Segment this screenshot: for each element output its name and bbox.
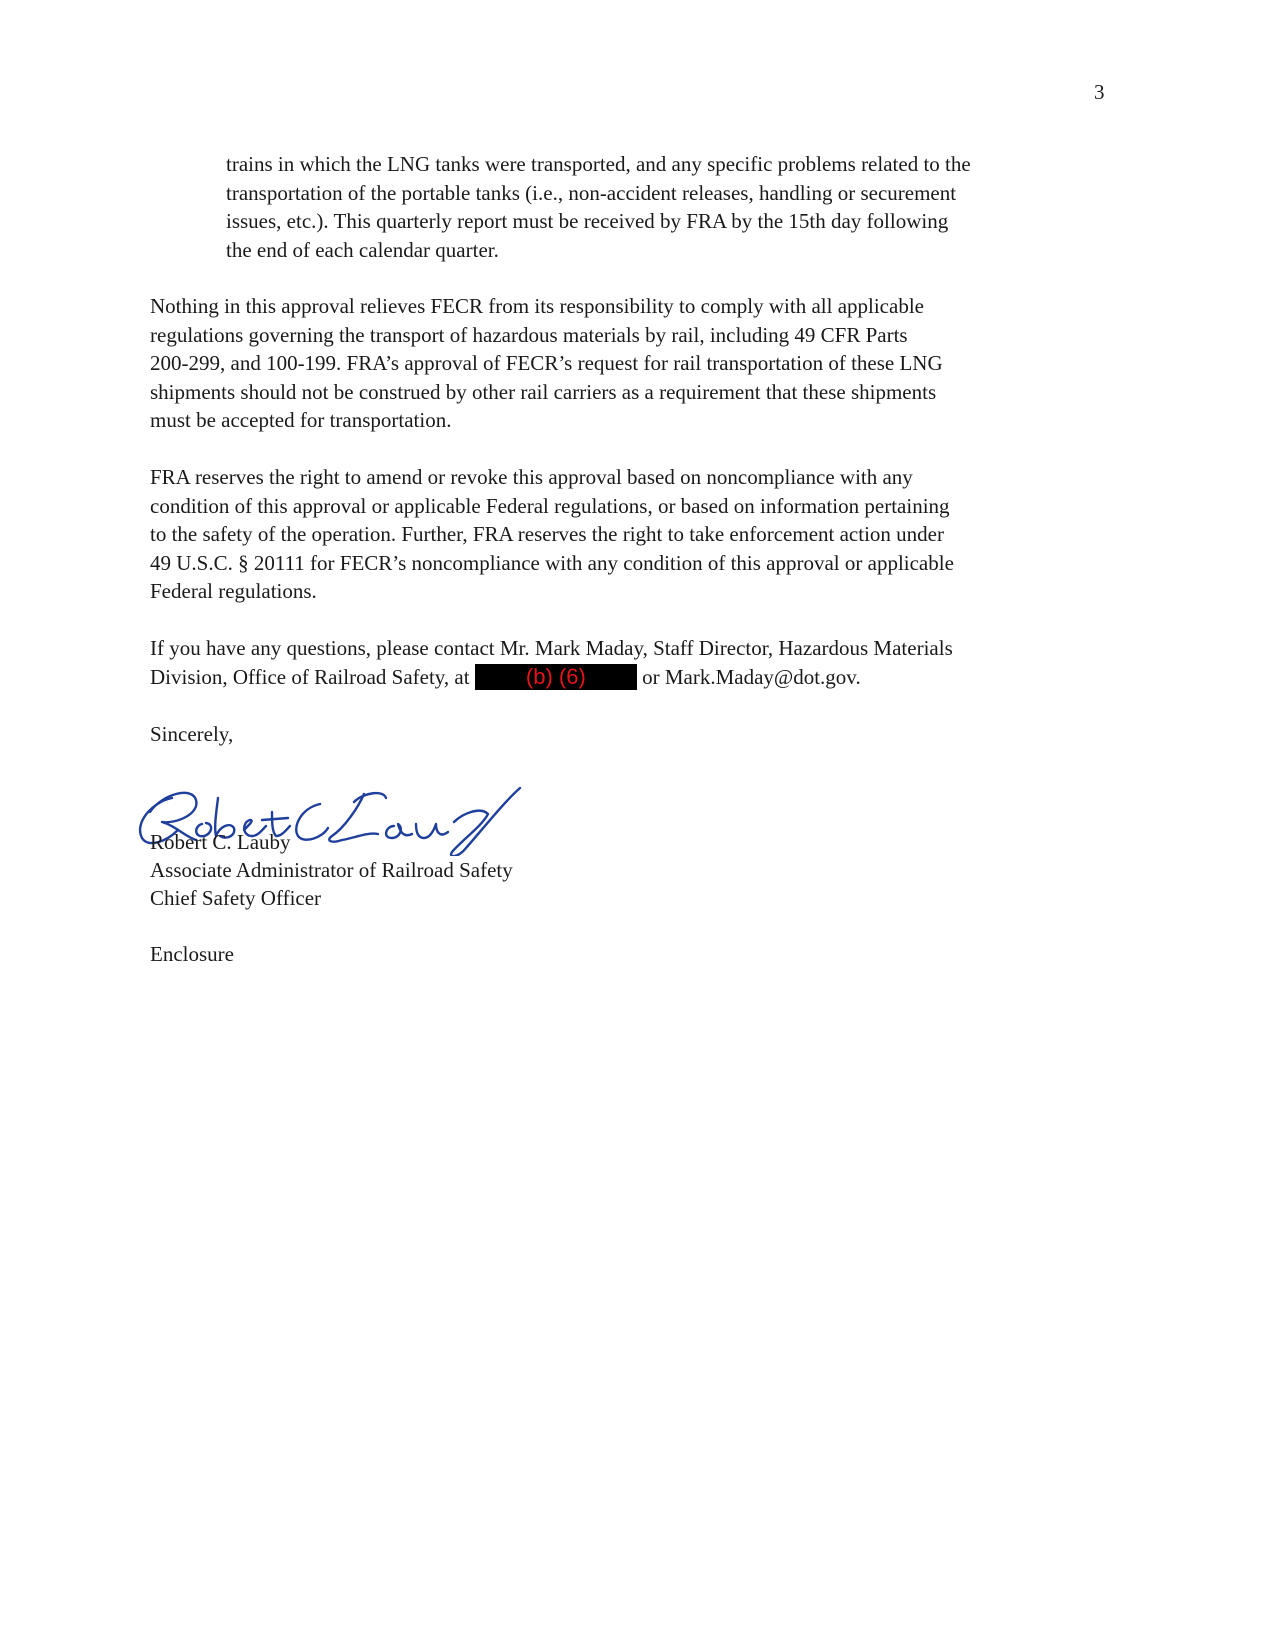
contact-text-before: Division, Office of Railroad Safety, at (150, 664, 475, 689)
text-line: the end of each calendar quarter. (226, 237, 499, 262)
text-line: If you have any questions, please contact Mr. Mark Maday, Staff Director, Hazardous Materials (150, 636, 953, 660)
text-line: to the safety of the operation. Further, FRA reserves the right to take enforcement action under (150, 522, 944, 546)
reserves-paragraph (150, 463, 954, 606)
text-line (150, 663, 953, 692)
text-line: Nothing in this approval relieves FECR from its responsibility to comply with all applicable (150, 294, 924, 318)
signatory-name: Robert C. Lauby (150, 830, 291, 854)
enclosure-label: Enclosure (150, 942, 234, 966)
responsibility-paragraph (150, 292, 943, 435)
continuation-paragraph (226, 150, 971, 264)
text-line: regulations governing the transport of hazardous materials by rail, including 49 CFR Parts (150, 322, 908, 347)
text-line: trains in which the LNG tanks were transported, and any specific problems related to the (226, 152, 971, 176)
signatory-title: Associate Administrator of Railroad Safety (150, 858, 513, 882)
text-line: condition of this approval or applicable Federal regulations, or based on information pertaining (150, 493, 950, 518)
text-line: 49 U.S.C. § 20111 for FECR’s noncompliance with any condition of this approval or applicable (150, 550, 954, 575)
signatory-title-secondary: Chief Safety Officer (150, 886, 322, 910)
text-line: transportation of the portable tanks (i.e., non-accident releases, handling or securement (226, 180, 957, 205)
text-line: 200-299, and 100-199. FRA’s approval of FECR’s request for rail transportation of these LNG (150, 351, 943, 375)
page-number: 3 (1094, 80, 1105, 104)
text-line: issues, etc.). This quarterly report must be received by FRA by the 15th day following (226, 209, 949, 233)
text-line: FRA reserves the right to amend or revoke this approval based on noncompliance with any (150, 465, 913, 489)
text-line: Federal regulations. (150, 579, 317, 603)
closing: Sincerely, (150, 722, 234, 746)
contact-email-text: or Mark.Maday@dot.gov. (636, 664, 861, 689)
redaction-box: (b) (6) (475, 664, 637, 690)
text-line: must be accepted for transportation. (150, 408, 452, 432)
text-line: shipments should not be construed by other rail carriers as a requirement that these shipments (150, 379, 937, 404)
contact-paragraph (150, 634, 953, 691)
